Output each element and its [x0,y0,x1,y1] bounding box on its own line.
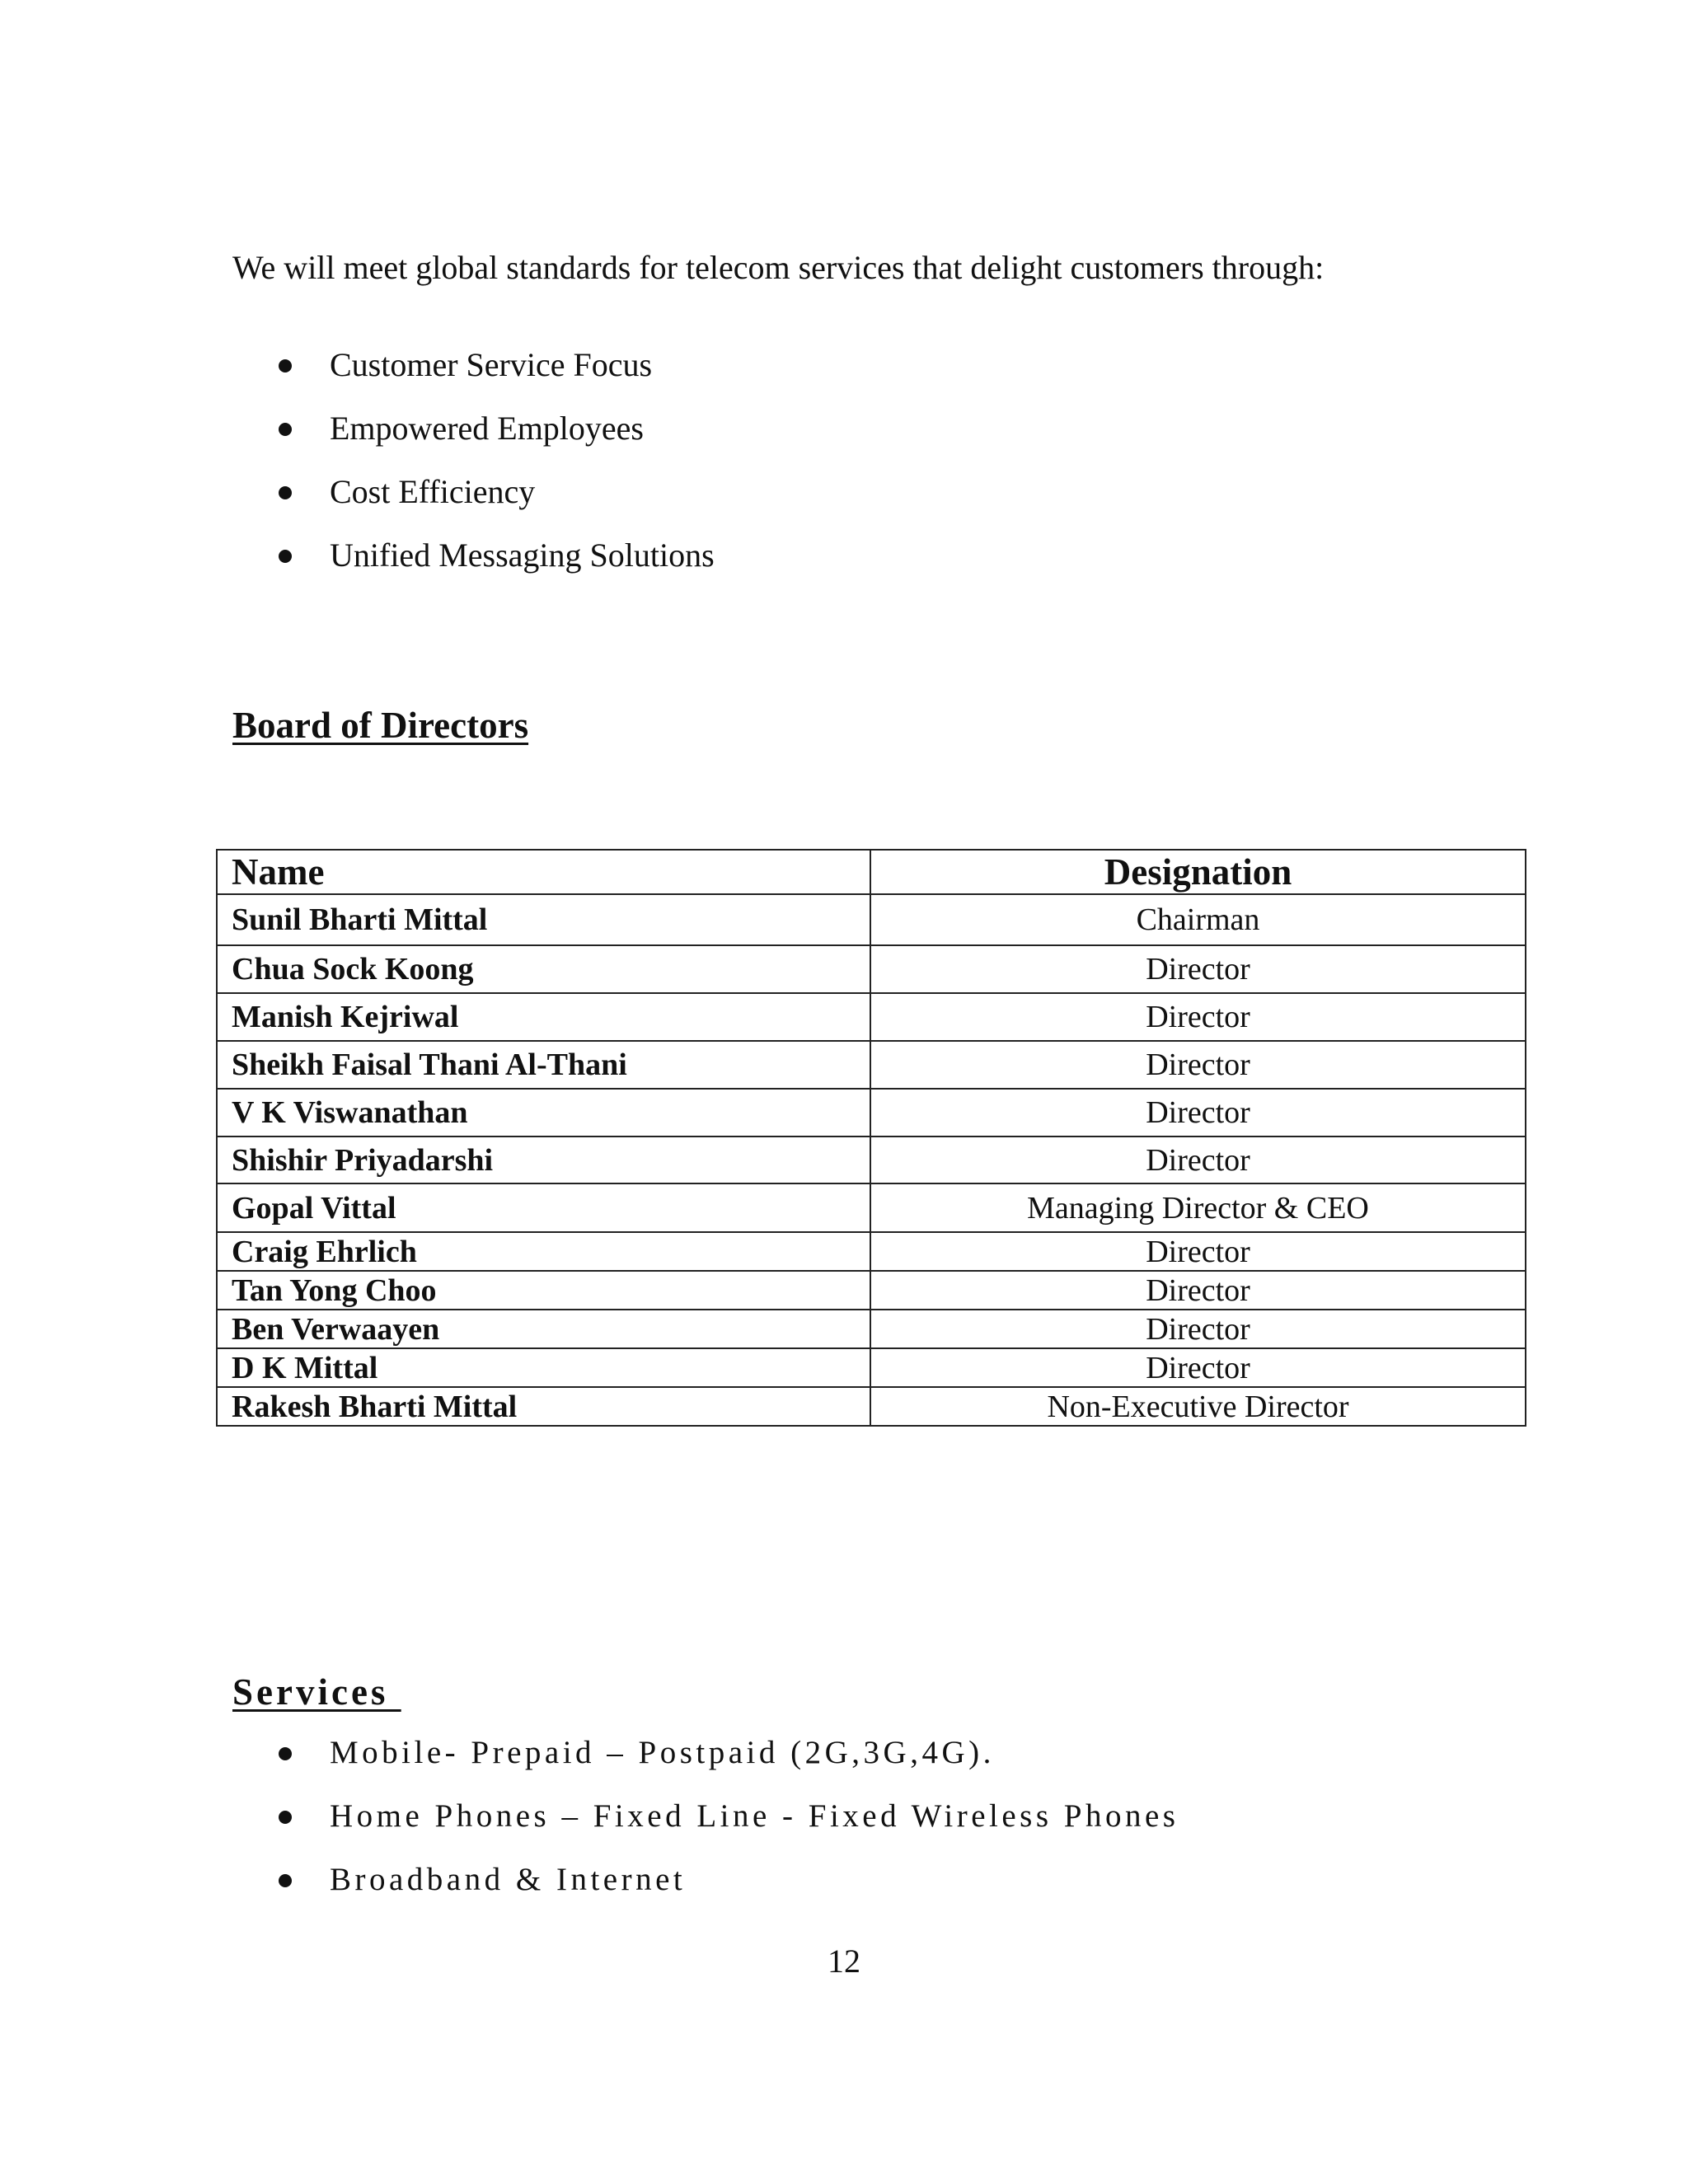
bullet-icon [279,359,292,373]
board-table [216,849,1526,1427]
intro-paragraph: We will meet global standards for telecom services that delight customers through: [232,249,1325,286]
table-row [217,1232,1526,1271]
service-item-label: Broadband & Internet [330,1862,687,1897]
table-row [217,945,1526,993]
bullet-icon [279,423,292,436]
focus-item-label: Cost Efficiency [330,473,536,510]
focus-list-item [232,408,715,449]
director-designation: Director [870,1348,1526,1387]
page-number: 12 [828,1943,860,1980]
table-row [217,1310,1526,1348]
director-designation: Director [870,1232,1526,1271]
director-designation: Managing Director & CEO [870,1183,1526,1232]
service-list-item [232,1732,1179,1774]
director-name: Gopal Vittal [217,1183,870,1232]
service-list-item [232,1796,1179,1837]
board-heading: Board of Directors [232,705,529,746]
table-row [217,1348,1526,1387]
table-row [217,1089,1526,1137]
director-name: Sheikh Faisal Thani Al-Thani [217,1041,870,1089]
director-designation: Chairman [870,894,1526,945]
director-designation: Director [870,1137,1526,1183]
services-heading: Services [232,1671,401,1713]
bullet-icon [279,1747,292,1760]
table-row [217,894,1526,945]
director-designation: Director [870,993,1526,1041]
table-header-row [217,850,1526,894]
bullet-icon [279,1811,292,1824]
service-list-item [232,1859,1179,1900]
service-item-label: Home Phones – Fixed Line - Fixed Wireless Phones [330,1798,1179,1834]
table-row [217,1387,1526,1426]
table-row [217,1271,1526,1310]
director-designation: Director [870,945,1526,993]
bullet-icon [279,486,292,499]
column-header-name: Name [217,850,870,894]
focus-list-item [232,471,715,513]
director-name: Tan Yong Choo [217,1271,870,1310]
bullet-icon [279,1874,292,1887]
director-name: V K Viswanathan [217,1089,870,1137]
director-name: D K Mittal [217,1348,870,1387]
table-row [217,1041,1526,1089]
director-name: Rakesh Bharti Mittal [217,1387,870,1426]
director-name: Manish Kejriwal [217,993,870,1041]
table-row [217,993,1526,1041]
director-designation: Director [870,1041,1526,1089]
service-item-label: Mobile- Prepaid – Postpaid (2G,3G,4G). [330,1735,995,1770]
director-name: Ben Verwaayen [217,1310,870,1348]
focus-item-label: Customer Service Focus [330,346,653,383]
director-designation: Non-Executive Director [870,1387,1526,1426]
director-designation: Director [870,1271,1526,1310]
services-list [232,1732,1179,1923]
director-name: Chua Sock Koong [217,945,870,993]
focus-list [232,344,715,598]
director-name: Shishir Priyadarshi [217,1137,870,1183]
focus-item-label: Unified Messaging Solutions [330,537,715,574]
table-row [217,1183,1526,1232]
focus-list-item [232,535,715,576]
director-name: Craig Ehrlich [217,1232,870,1271]
bullet-icon [279,550,292,563]
director-designation: Director [870,1089,1526,1137]
focus-item-label: Empowered Employees [330,410,644,447]
director-name: Sunil Bharti Mittal [217,894,870,945]
focus-list-item [232,344,715,386]
column-header-designation: Designation [870,850,1526,894]
table-row [217,1137,1526,1183]
director-designation: Director [870,1310,1526,1348]
